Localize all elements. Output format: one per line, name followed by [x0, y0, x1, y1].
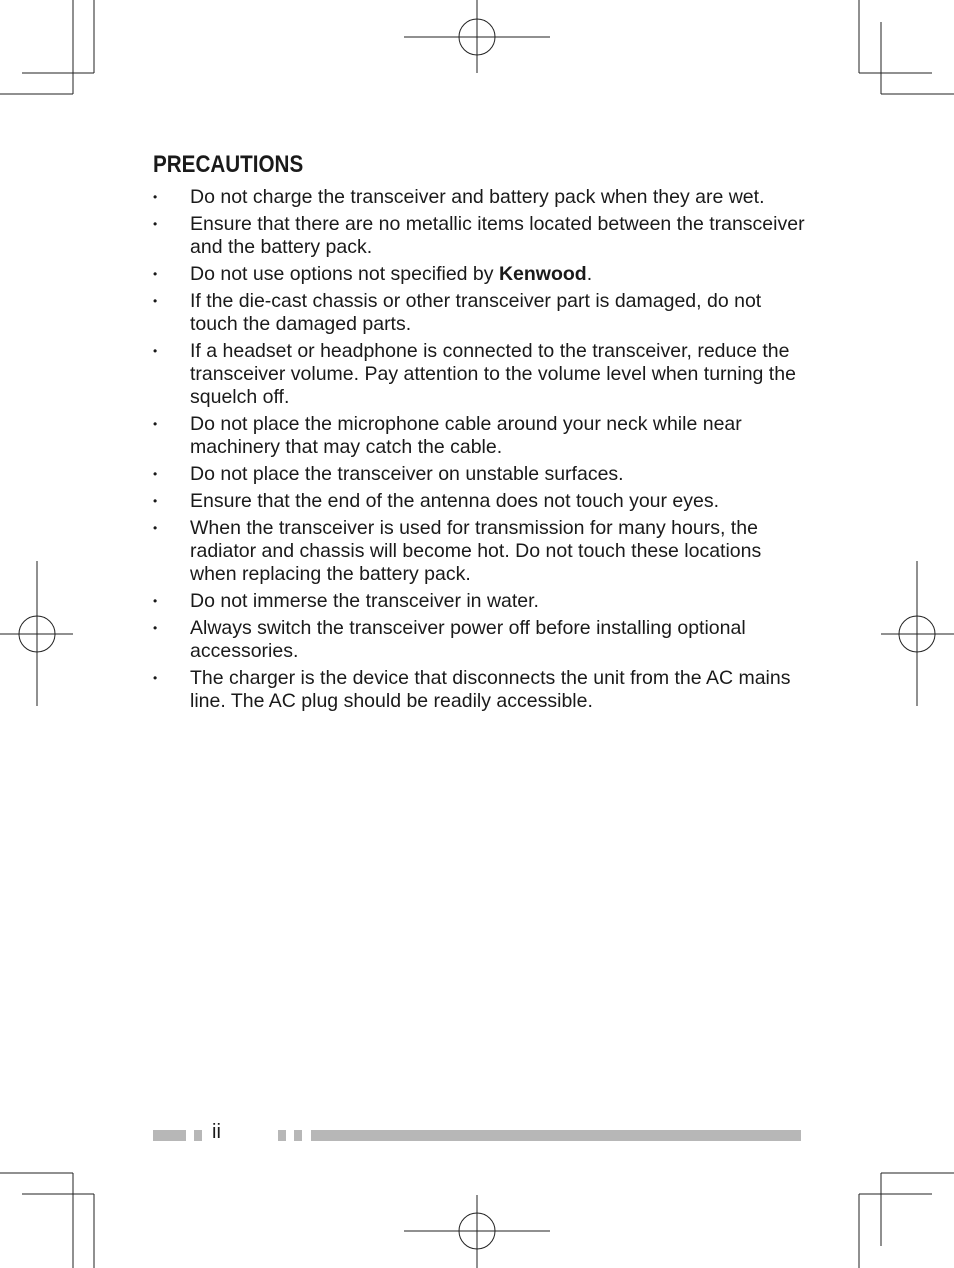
footer-bar — [294, 1130, 302, 1141]
footer-bar — [278, 1130, 286, 1141]
item-text: Do not use options not specified by — [190, 263, 499, 285]
item-text: Do not place the microphone cable around your neck while near machinery that may catch the cable. — [190, 413, 742, 458]
list-item — [153, 617, 813, 663]
list-item — [153, 590, 813, 613]
precautions-list — [153, 186, 813, 717]
bullet-icon: • — [153, 594, 158, 608]
list-item — [153, 263, 813, 286]
item-text: Do not charge the transceiver and battery pack when they are wet. — [190, 186, 765, 208]
item-text: Do not place the transceiver on unstable surfaces. — [190, 463, 624, 485]
footer-bar — [194, 1130, 202, 1141]
list-item — [153, 463, 813, 486]
bullet-icon: • — [153, 344, 158, 358]
bullet-icon: • — [153, 417, 158, 431]
page-number: ii — [212, 1121, 221, 1143]
item-text: When the transceiver is used for transmission for many hours, the radiator and chassis will become hot. Do not touch these locations when replacing the battery pack. — [190, 517, 762, 585]
list-item — [153, 490, 813, 513]
item-text: The charger is the device that disconnects the unit from the AC mains line. The AC plug should be readily accessible. — [190, 667, 791, 712]
list-item — [153, 413, 813, 459]
item-text-end: . — [586, 263, 593, 285]
list-item — [153, 213, 813, 259]
bullet-icon: • — [153, 217, 158, 231]
bullet-icon: • — [153, 294, 158, 308]
bullet-icon: • — [153, 621, 158, 635]
page-title: PRECAUTIONS — [153, 151, 304, 178]
list-item — [153, 186, 813, 209]
brand-name: Kenwood — [498, 263, 587, 285]
item-text: Do not immerse the transceiver in water. — [190, 590, 539, 612]
footer-bar — [311, 1130, 801, 1141]
bullet-icon: • — [153, 671, 158, 685]
bullet-icon: • — [153, 494, 158, 508]
bullet-icon: • — [153, 467, 158, 481]
item-text: Ensure that the end of the antenna does not touch your eyes. — [190, 490, 720, 512]
bullet-icon: • — [153, 190, 158, 204]
item-text: If the die-cast chassis or other transceiver part is damaged, do not touch the damaged parts. — [190, 290, 762, 335]
footer-bar — [153, 1130, 186, 1141]
list-item — [153, 517, 813, 586]
list-item — [153, 340, 813, 409]
list-item — [153, 290, 813, 336]
item-text: Always switch the transceiver power off before installing optional accessories. — [190, 617, 746, 662]
item-text: Ensure that there are no metallic items located between the transceiver and the battery pack. — [190, 213, 805, 258]
item-text: If a headset or headphone is connected to the transceiver, reduce the transceiver volume. Pay attention to the volume level when turning the squelch off. — [190, 340, 796, 408]
list-item — [153, 667, 813, 713]
page-footer — [0, 1120, 954, 1148]
bullet-icon: • — [153, 267, 158, 281]
bullet-icon: • — [153, 521, 158, 535]
